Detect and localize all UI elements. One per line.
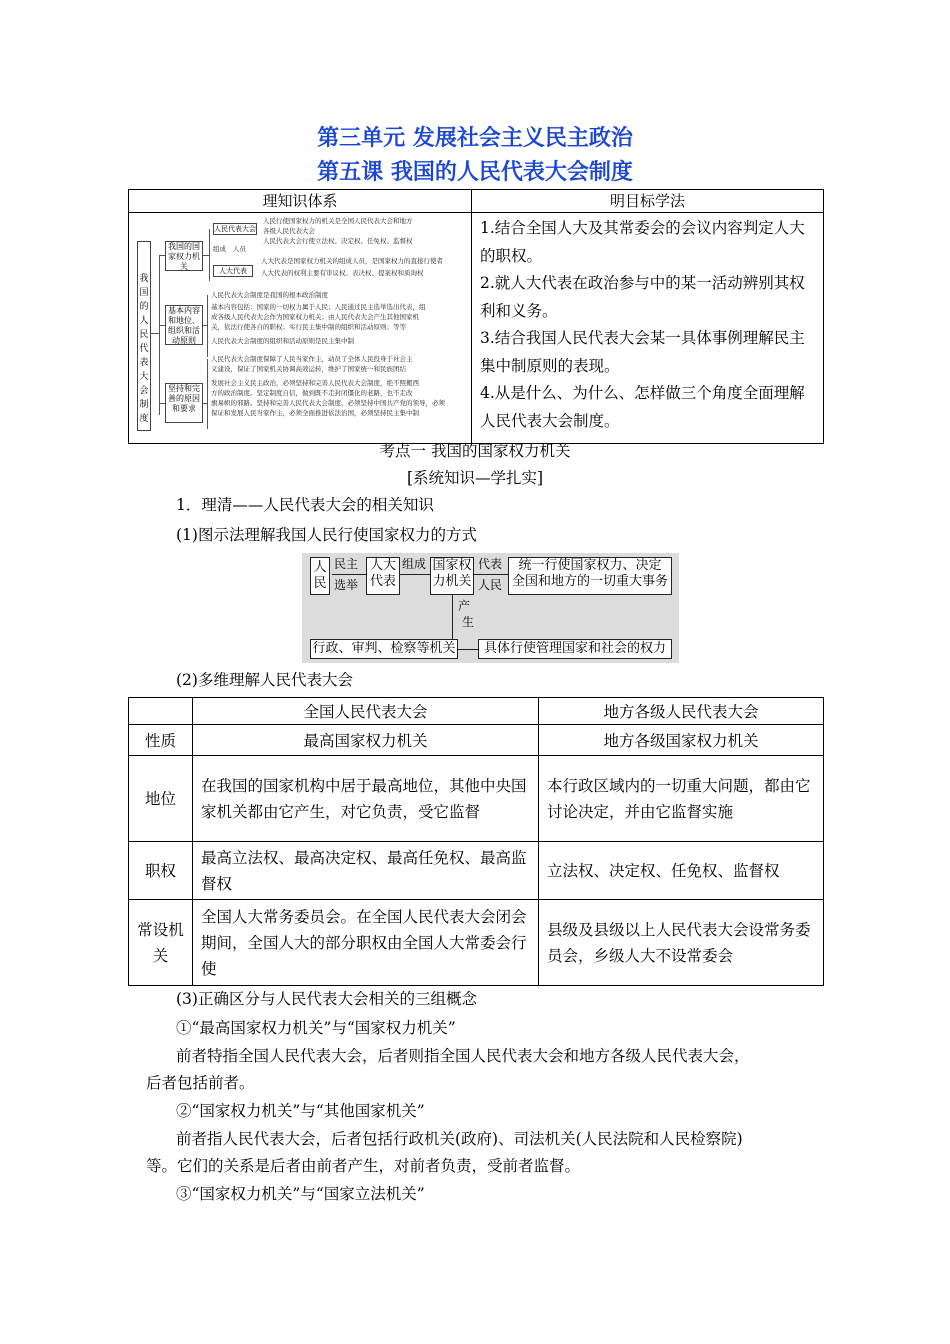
standing-local: 县级及县级以上人民代表大会设常务委员会，乡级人大不设常委会 bbox=[539, 900, 824, 986]
header-local: 地方各级人民代表大会 bbox=[539, 698, 824, 725]
diagram-text-b0: 人大代表是国家权力机关的组成人员，是国家权力的直接行使者 bbox=[261, 257, 443, 265]
concept-2-body-a: 前者指人民代表大会，后者包括行政机关(政府)、司法机关(人民法院和人民检察院) bbox=[176, 1130, 743, 1148]
flow-specific-power: 具体行使管理国家和社会的权力 bbox=[478, 639, 672, 659]
flow-produce-1: 产 bbox=[458, 599, 471, 613]
diagram-text-d0: 人民代表大会制度保障了人民当家作主，动员了全体人民投身于社会主 bbox=[211, 355, 413, 363]
concept-2-body-b: 等。它们的关系是后者由前者产生，对前者负责，受前者监督。 bbox=[146, 1157, 581, 1175]
status-local: 本行政区域内的一切重大问题，都由它讨论决定，并由它监督实施 bbox=[539, 756, 824, 842]
goal-4: 4.从是什么、为什么、怎样做三个角度全面理解人民代表大会制度。 bbox=[480, 384, 805, 430]
section-heading: 考点一 我国的国家权力机关 bbox=[379, 442, 571, 460]
flow-deputy: 人大 代表 bbox=[366, 557, 400, 595]
concept-2-title: ②“国家权力机关”与“其他国家机关” bbox=[176, 1102, 425, 1120]
row-label-standing: 常设机关 bbox=[129, 900, 193, 986]
diagram-text-c3: 关，依法行使各自的职权；实行民主集中制的组织和活动原则；等等 bbox=[211, 323, 406, 331]
concept-3-title: ③“国家权力机关”与“国家立法机关” bbox=[176, 1185, 425, 1203]
diagram-text-c0: 人民代表大会制度是我国的根本政治制度 bbox=[211, 291, 328, 299]
unit-title: 第三单元 发展社会主义民主政治 bbox=[317, 126, 633, 151]
row-label-nature: 性质 bbox=[129, 725, 193, 756]
flow-elect-2: 选举 bbox=[334, 578, 359, 592]
flow-compose: 组成 bbox=[402, 557, 427, 571]
item-1-heading: 1．理清——人民代表大会的相关知识 bbox=[176, 496, 434, 514]
concept-1-body-a: 前者特指全国人民代表大会，后者则指全国人民代表大会和地方各级人民代表大会， bbox=[176, 1047, 750, 1065]
lesson-title: 第五课 我国的人民代表大会制度 bbox=[317, 160, 633, 185]
diagram-branch-basics: 基本内容和地位、组织和活动原则 bbox=[165, 305, 203, 345]
diagram-text-a2: 人民代表大会行使立法权、决定权、任免权、监督权 bbox=[263, 237, 413, 245]
diagram-text-c4: 人民代表大会制度的组织和活动原则是民主集中制 bbox=[211, 337, 354, 345]
diagram-text-a0: 人民行使国家权力的机关是全国人民代表大会和地方 bbox=[263, 217, 413, 225]
diagram-text-b1: 人大代表的权利主要有审议权、表决权、提案权和质询权 bbox=[261, 269, 424, 277]
knowledge-diagram-cell bbox=[129, 213, 472, 444]
overview-table bbox=[128, 189, 824, 444]
nature-local: 地方各级国家权力机关 bbox=[539, 725, 824, 756]
diagram-text-d5: 旗易帜的邪路。坚持和完善人民代表大会制度，必须坚持中国共产党的领导，必须 bbox=[211, 399, 445, 407]
diagram-text-d1: 义建设，保证了国家机关协调高效运转，维护了国家统一和民族团结 bbox=[211, 365, 406, 373]
flow-people: 人民 bbox=[310, 557, 330, 595]
powers-local: 立法权、决定权、任免权、监督权 bbox=[539, 842, 824, 900]
powers-national: 最高立法权、最高决定权、最高任免权、最高监督权 bbox=[193, 842, 539, 900]
diagram-node-compose: 组成 bbox=[213, 245, 226, 253]
npc-comparison-table bbox=[128, 697, 824, 986]
item-1-3-heading: (3)正确区分与人民代表大会相关的三组概念 bbox=[176, 990, 477, 1008]
goal-1: 1.结合全国人大及其常委会的会议内容判定人大的职权。 bbox=[480, 219, 805, 265]
flow-elect-1: 民主 bbox=[334, 557, 359, 571]
diagram-node-deputy: 人大代表 bbox=[213, 265, 253, 277]
learning-goals bbox=[472, 213, 824, 444]
status-national: 在我国的国家机构中居于最高地位，其他中央国家机关都由它产生，对它负责，受它监督 bbox=[193, 756, 539, 842]
concept-1-body-b: 后者包括前者。 bbox=[146, 1074, 255, 1092]
power-flow-figure bbox=[302, 553, 679, 663]
diagram-text-c1: 基本内容包括：国家的一切权力属于人民；人民通过民主选举选出代表，组 bbox=[211, 303, 426, 311]
diagram-root: 我国的人民代表大会制度 bbox=[137, 241, 151, 431]
learning-goals-header: 明目标学法 bbox=[472, 190, 824, 213]
nature-national: 最高国家权力机关 bbox=[193, 725, 539, 756]
diagram-text-d6: 保证和发展人民当家作主，必须全面推进依法治国，必须坚持民主集中制 bbox=[211, 409, 419, 417]
diagram-text-d4: 方的政治制度。坚定制度自信，做到既不走封闭僵化的老路，也不走改 bbox=[211, 389, 413, 397]
flow-represent-1: 代表 bbox=[478, 557, 503, 571]
diagram-node-npc: 人民代表大会 bbox=[214, 225, 256, 233]
knowledge-diagram bbox=[129, 213, 472, 437]
item-1-2-heading: (2)多维理解人民代表大会 bbox=[176, 671, 353, 689]
section-subheading: [系统知识—学扎实] bbox=[406, 469, 544, 487]
item-1-1-heading: (1)图示法理解我国人民行使国家权力的方式 bbox=[176, 526, 477, 544]
row-label-powers: 职权 bbox=[129, 842, 193, 900]
goal-3: 3.结合我国人民代表大会某一具体事例理解民主集中制原则的表现。 bbox=[480, 329, 805, 375]
diagram-branch-uphold: 坚持和完善的原因和要求 bbox=[165, 383, 203, 423]
diagram-text-d3: 发展社会主义民主政治，必须坚持和完善人民代表大会制度，绝不照搬西 bbox=[211, 379, 419, 387]
diagram-text-a1: 各级人民代表大会 bbox=[263, 227, 315, 235]
flow-admin-organs: 行政、审判、检察等机关 bbox=[310, 639, 458, 659]
flow-power-organ: 国家权 力机关 bbox=[430, 557, 474, 595]
standing-national: 全国人大常务委员会。在全国人民代表大会闭会期间，全国人大的部分职权由全国人大常委会行使 bbox=[193, 900, 539, 986]
row-label-status: 地位 bbox=[129, 756, 193, 842]
diagram-text-c2: 成各级人民代表大会作为国家权力机关；由人民代表大会产生其他国家机 bbox=[211, 313, 419, 321]
header-national: 全国人民代表大会 bbox=[193, 698, 539, 725]
goal-2: 2.就人大代表在政治参与中的某一活动辨别其权利和义务。 bbox=[480, 274, 805, 320]
concept-1-title: ①“最高国家权力机关”与“国家权力机关” bbox=[176, 1019, 456, 1037]
diagram-node-people: 人员 bbox=[233, 245, 246, 253]
flow-represent-2: 人民 bbox=[478, 578, 503, 592]
flow-produce-2: 生 bbox=[462, 615, 475, 629]
flow-unified-power: 统一行使国家权力、决定 全国和地方的一切重大事务 bbox=[508, 557, 672, 595]
diagram-branch-organ: 我国的国家权力机关 bbox=[165, 241, 203, 271]
knowledge-system-header: 理知识体系 bbox=[129, 190, 472, 213]
